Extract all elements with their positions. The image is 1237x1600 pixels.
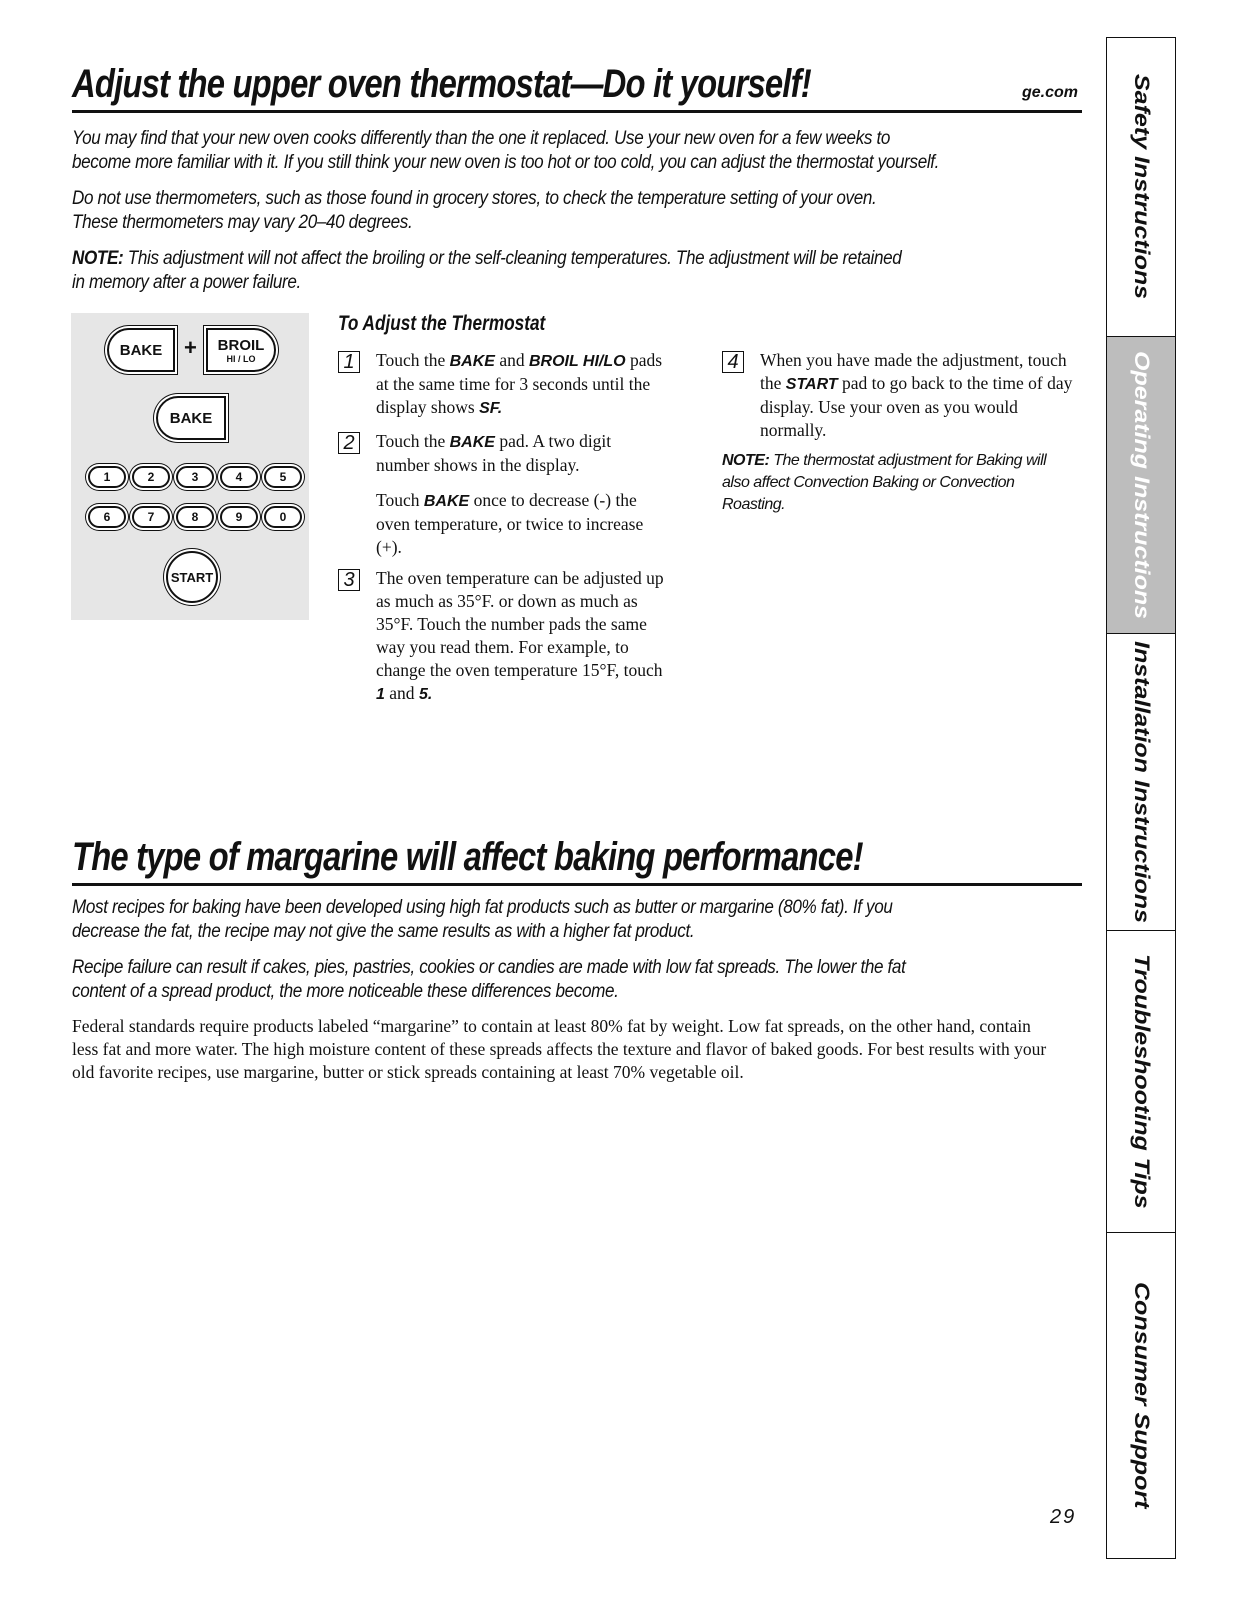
margarine-body: Federal standards require products labeled “margarine” to contain at least 80% fat by weight. Low fat spreads, on the other hand, contain less fat and more water. The high moisture content of these spreads affects the texture and flavor of baked goods. For best results with your old favorite recipes, use margarine, butter or stick spreads containing at least 70% vegetable oil.	[72, 1016, 1047, 1082]
step-note: NOTE: The thermostat adjustment for Baking will also affect Convection Baking or Convection Roasting.	[722, 452, 1047, 513]
digit-pad: 6	[88, 506, 126, 528]
keypad-illustration	[71, 313, 309, 620]
bake-pad: BAKE	[107, 328, 175, 372]
digit-pad: 5	[264, 466, 302, 488]
tab-troubleshooting[interactable]: Troubleshooting Tips	[1107, 931, 1175, 1233]
divider	[72, 110, 1082, 113]
digit-pad: 4	[220, 466, 258, 488]
step-4: 4 When you have made the adjustment, touch the START pad to go back to the time of day display. Use your oven as you would normally.	[722, 349, 1082, 442]
plus-sign: +	[184, 335, 197, 360]
digit-pad: 1	[88, 466, 126, 488]
digit-pad: 8	[176, 506, 214, 528]
tab-operating[interactable]: Operating Instructions	[1107, 337, 1175, 634]
tab-installation[interactable]: Installation Instructions	[1107, 634, 1175, 931]
steps-heading: To Adjust the Thermostat	[338, 312, 546, 335]
digit-pad: 2	[132, 466, 170, 488]
divider	[72, 883, 1082, 886]
broil-pad: BROIL HI / LO	[206, 328, 276, 372]
digit-pad: 0	[264, 506, 302, 528]
digit-pad: 3	[176, 466, 214, 488]
margarine-intro: Most recipes for baking have been developed using high fat products such as butter or margarine (80% fat). If you decrease the fat, the recipe may not give the same results as with a higher fat product. Recipe failure can result if cakes, pies, pastries, cookies or candies are made with low fat spreads. The lower the fat content of a spread product, the more noticeable these differences become.	[72, 897, 906, 1002]
intro-text: You may find that your new oven cooks differently than the one it replaced. Use your new oven for a few weeks to become more familiar with it. If you still think your new oven is too hot or too cold, you can adjust the thermostat yourself. Do not use thermometers, such as those found in grocery stores, to check the temperature setting of your oven. These thermometers may vary 20–40 degrees. NOTE: This adjustment will not affect the broiling or the self-cleaning temperatures. The adjustment will be retained in memory after a power failure.	[72, 128, 940, 293]
digit-pad: 9	[220, 506, 258, 528]
section-title-margarine: The type of margarine will affect baking performance!	[72, 835, 863, 879]
step-2: 2 Touch the BAKE pad. A two digit number shows in the display. Touch BAKE once to decrease (-) the oven temperature, or twice to increase (+).	[338, 430, 668, 559]
tab-safety[interactable]: Safety Instructions	[1107, 38, 1175, 337]
start-pad: START	[166, 551, 218, 603]
bake-pad-2: BAKE	[156, 396, 226, 440]
section-title-thermostat: Adjust the upper oven thermostat—Do it yourself!	[72, 62, 811, 106]
digit-pad: 7	[132, 506, 170, 528]
tab-consumer-support[interactable]: Consumer Support	[1129, 1282, 1154, 1509]
site-link[interactable]: ge.com	[1022, 84, 1079, 101]
step-3: 3 The oven temperature can be adjusted up as much as 35°F. or down as much as 35°F. Touch the number pads the same way you read them. For example, to change the oven temperature 15°F, touch 1 and 5.	[338, 567, 668, 706]
section-tabs	[1106, 37, 1176, 1559]
step-1: 1 Touch the BAKE and BROIL HI/LO pads at the same time for 3 seconds until the display shows SF.	[338, 349, 668, 420]
page-number: 29	[1050, 1506, 1077, 1528]
